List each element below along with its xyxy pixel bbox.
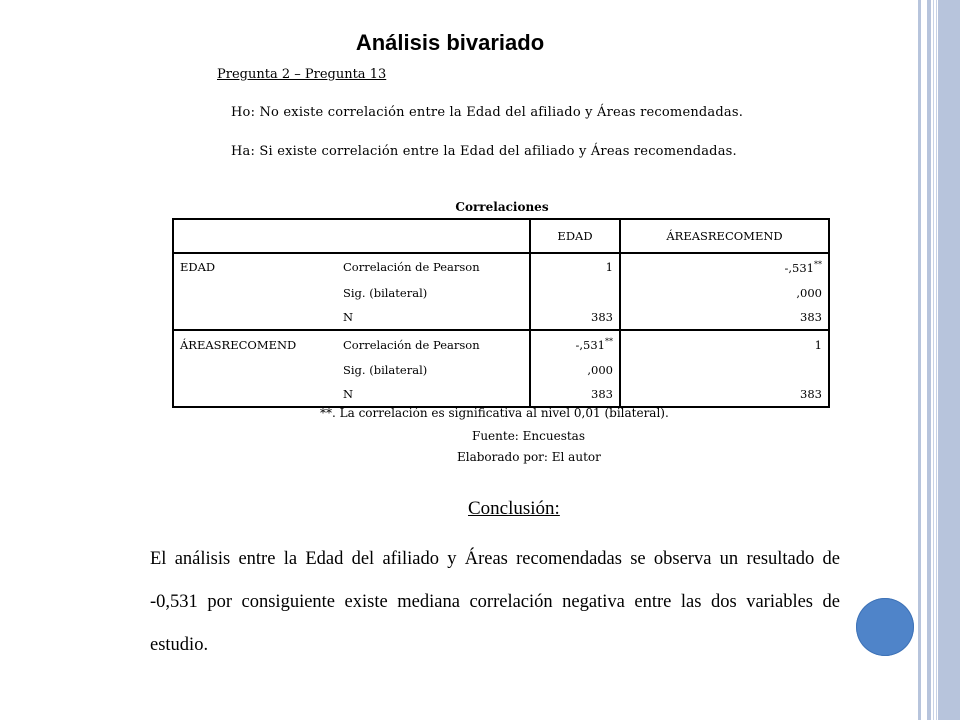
- decorative-circle: [856, 598, 914, 656]
- conclusion-text: El análisis entre la Edad del afiliado y Áreas recomendadas se observa un resultado de -0,531 por consiguiente existe mediana correlación negativa entre las dos variables de estudio.: [150, 549, 840, 655]
- cell-areas: -,531**: [620, 253, 828, 281]
- table-row: [174, 253, 828, 281]
- table-row: [174, 330, 828, 358]
- table-row: [174, 382, 828, 406]
- row-variable: ÁREASRECOMEND: [174, 330, 337, 358]
- alternative-hypothesis: Ha: Si existe correlación entre la Edad del afiliado y Áreas recomendadas.: [231, 144, 737, 159]
- table-row: [174, 305, 828, 331]
- cell-areas: 383: [620, 305, 828, 331]
- cell-edad: ,000: [530, 358, 620, 382]
- frame-stripe: [927, 0, 931, 720]
- cell-edad: 1: [530, 253, 620, 281]
- cell-areas: [620, 358, 828, 382]
- question-subtitle: Pregunta 2 – Pregunta 13: [217, 67, 387, 82]
- frame-stripe: [933, 0, 934, 720]
- header-edad: EDAD: [530, 220, 620, 253]
- table-row: [174, 358, 828, 382]
- slide-title: Análisis bivariado: [355, 30, 545, 55]
- row-statistic: Correlación de Pearson: [337, 330, 530, 358]
- table-row: [174, 281, 828, 305]
- row-statistic: N: [343, 386, 354, 401]
- row-statistic: Sig. (bilateral): [343, 285, 428, 300]
- cell-edad: -,531**: [530, 330, 620, 358]
- conclusion-title: Conclusión:: [468, 498, 560, 519]
- row-statistic: Sig. (bilateral): [343, 362, 428, 377]
- cell-areas: ,000: [620, 281, 828, 305]
- cell-edad: 383: [530, 305, 620, 331]
- frame-stripe: [918, 0, 921, 720]
- row-variable: [174, 358, 337, 382]
- source-note: Fuente: Encuestas: [472, 429, 585, 443]
- author-note: Elaborado por: El autor: [457, 450, 601, 464]
- cell-edad: [530, 281, 620, 305]
- significance-mark: **: [605, 337, 613, 347]
- significance-mark: **: [814, 259, 822, 269]
- null-hypothesis: Ho: No existe correlación entre la Edad del afiliado y Áreas recomendadas.: [231, 105, 744, 120]
- header-areas: ÁREASRECOMEND: [620, 220, 828, 253]
- row-variable: [174, 281, 337, 305]
- cell-edad: 383: [530, 382, 620, 406]
- header-empty-cell: [174, 220, 530, 253]
- cell-areas: 383: [620, 382, 828, 406]
- frame-stripe: [938, 0, 960, 720]
- row-variable: [174, 305, 337, 331]
- table-footnote: **. La correlación es significativa al nivel 0,01 (bilateral).: [320, 406, 669, 420]
- row-variable: EDAD: [180, 260, 216, 275]
- frame-stripe: [936, 0, 937, 720]
- cell-areas: 1: [620, 330, 828, 358]
- row-statistic: N: [343, 309, 354, 324]
- correlation-table: [172, 218, 830, 408]
- table-caption: Correlaciones: [455, 200, 549, 214]
- row-variable: [174, 382, 337, 406]
- table-header-row: [174, 220, 828, 253]
- row-statistic: Correlación de Pearson: [343, 260, 480, 275]
